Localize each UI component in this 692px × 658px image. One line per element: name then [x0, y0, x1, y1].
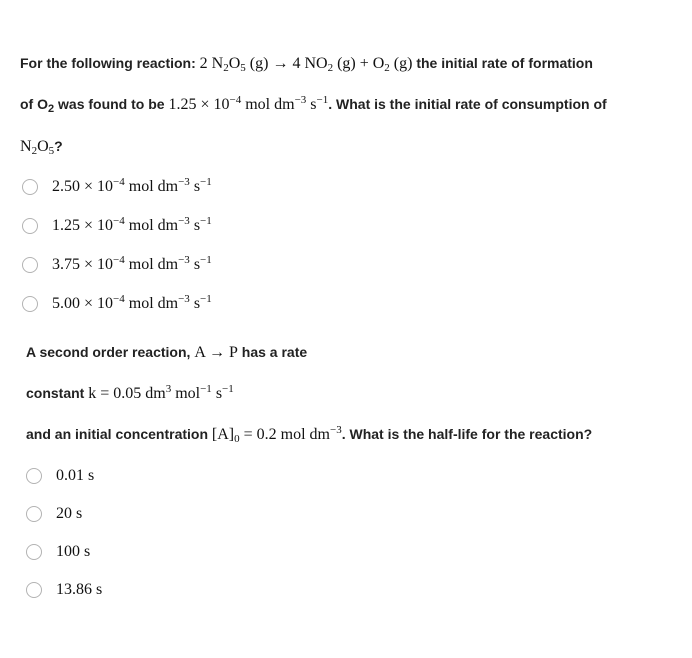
q1-option-4[interactable]: [22, 295, 212, 313]
q2-option-4[interactable]: [26, 581, 102, 599]
radio-button[interactable]: [26, 506, 42, 522]
q1-species: $N_2O_5$: [20, 138, 55, 157]
option-label: $1.25 \times 10^{-4}$ mol $dm^{-3}$ $s^{-1}$: [52, 215, 212, 234]
radio-button[interactable]: [26, 544, 42, 560]
q2-rate-constant: k = 0.05 $dm^3$ mol$^{-1}$ $s^{-1}$: [88, 383, 234, 402]
q2-line-1: A second order reaction, A → P has a rate: [26, 344, 308, 361]
option-label: 100 s: [56, 543, 91, 560]
option-label: $3.75 \times 10^{-4}$ mol $dm^{-3}$ $s^{-1}$: [52, 254, 212, 273]
q1-line-3: $N_2O_5$?: [20, 138, 63, 157]
option-label: 13.86 s: [56, 581, 103, 598]
option-label: $5.00 \times 10^{-4}$ mol $dm^{-3}$ $s^{-1}$: [52, 293, 212, 312]
q2-option-1[interactable]: [26, 467, 94, 485]
q2-initial-concentration: $[A]_0 = 0.2$ mol $dm^{-3}$: [211, 424, 342, 445]
option-label: $2.50 \times 10^{-4}$ mol $dm^{-3}$ $s^{-1}$: [52, 176, 212, 195]
q1-option-2[interactable]: [22, 217, 212, 235]
q1-option-3[interactable]: [22, 256, 212, 274]
q2-option-2[interactable]: [26, 505, 82, 523]
radio-button[interactable]: [22, 218, 38, 234]
q1-option-1[interactable]: [22, 178, 212, 196]
q2-option-3[interactable]: [26, 543, 90, 561]
q2-line-2: constant k = 0.05 $dm^3$ mol$^{-1}$ $s^{-1}$: [26, 383, 234, 402]
radio-button[interactable]: [26, 582, 42, 598]
q2-line-3: and an initial concentration $[A]_0 = 0.2$ mol $dm^{-3}$. What is the half-life for the reaction?: [26, 424, 593, 445]
q1-line-2: of $O_2$ was found to be $1.25 \times 10^{-4}$ mol $dm^{-3}$ $s^{-1}$. What is the initial rate of consumption of: [20, 94, 607, 115]
radio-button[interactable]: [22, 179, 38, 195]
option-label: 20 s: [56, 505, 83, 522]
q2-reaction: A → P: [194, 344, 238, 361]
q1-line-1: For the following reaction: 2 $N_2O_5$ (g) → 4 $NO_2$ $(g) + O_2$ (g) the initial rate of formation: [20, 55, 593, 74]
radio-button[interactable]: [22, 296, 38, 312]
q1-equation: 2 $N_2O_5$ (g) → 4 $NO_2$ $(g) + O_2$ (g): [199, 55, 413, 74]
radio-button[interactable]: [26, 468, 42, 484]
option-label: 0.01 s: [56, 467, 95, 484]
q1-given-rate: $1.25 \times 10^{-4}$ mol $dm^{-3}$ $s^{-1}$: [168, 94, 329, 113]
radio-button[interactable]: [22, 257, 38, 273]
